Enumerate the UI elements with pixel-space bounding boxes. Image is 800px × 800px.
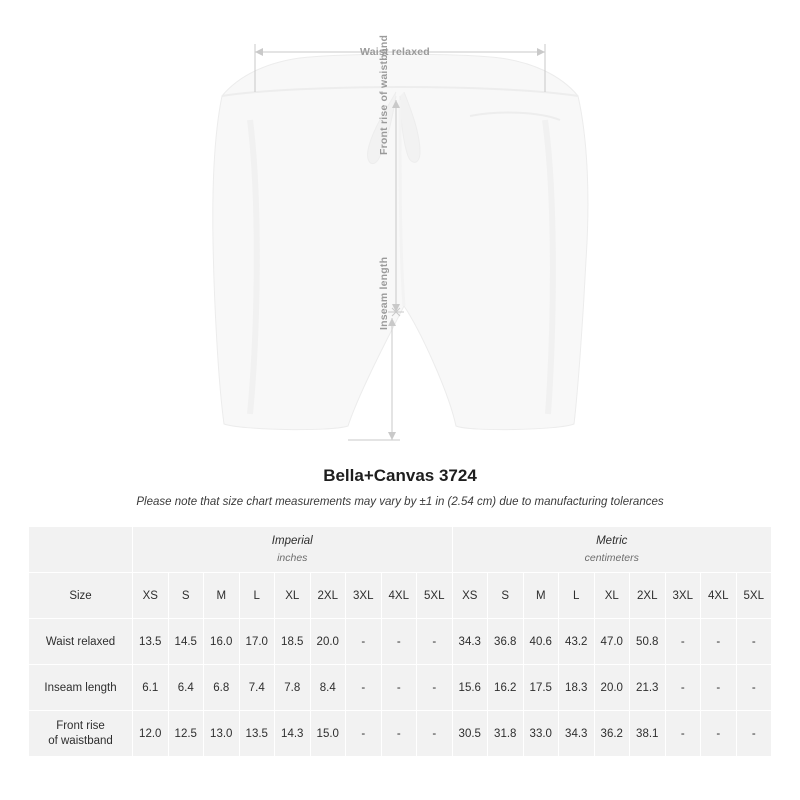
- cell: -: [665, 619, 701, 665]
- cell: 7.8: [275, 665, 311, 711]
- cell: -: [736, 711, 772, 757]
- tolerance-note: Please note that size chart measurements may vary by ±1 in (2.54 cm) due to manufacturing tolerances: [136, 496, 664, 508]
- size-col-xs-metric: XS: [452, 573, 488, 619]
- cell: 13.5: [133, 619, 169, 665]
- size-col-xl-imperial: XL: [275, 573, 311, 619]
- cell: 21.3: [630, 665, 666, 711]
- cell: 12.5: [168, 711, 204, 757]
- cell: 31.8: [488, 711, 524, 757]
- cell: 12.0: [133, 711, 169, 757]
- unit-group-imperial-sub: inches: [277, 551, 308, 564]
- size-col-3xl-metric: 3XL: [665, 573, 701, 619]
- size-col-4xl-metric: 4XL: [701, 573, 737, 619]
- cell: 13.5: [239, 711, 275, 757]
- size-col-4xl-imperial: 4XL: [381, 573, 417, 619]
- size-col-xs-imperial: XS: [133, 573, 169, 619]
- cell: 30.5: [452, 711, 488, 757]
- cell: -: [736, 665, 772, 711]
- shorts-shape: [213, 54, 588, 429]
- cell: 20.0: [594, 665, 630, 711]
- size-col-l-imperial: L: [239, 573, 275, 619]
- unit-group-imperial-name: Imperial: [271, 535, 313, 548]
- cell: -: [701, 711, 737, 757]
- size-col-3xl-imperial: 3XL: [346, 573, 382, 619]
- row-label-waist-relaxed: Waist relaxed: [29, 619, 133, 665]
- cell: 14.3: [275, 711, 311, 757]
- cell: 13.0: [204, 711, 240, 757]
- cell: -: [346, 619, 382, 665]
- cell: 15.0: [310, 711, 346, 757]
- cell: 6.1: [133, 665, 169, 711]
- cell: 50.8: [630, 619, 666, 665]
- cell: 7.4: [239, 665, 275, 711]
- size-col-m-metric: M: [523, 573, 559, 619]
- size-col-m-imperial: M: [204, 573, 240, 619]
- cell: 15.6: [452, 665, 488, 711]
- size-col-s-metric: S: [488, 573, 524, 619]
- cell: 17.5: [523, 665, 559, 711]
- unit-group-imperial: [133, 527, 453, 573]
- row-label-front-rise: [29, 711, 133, 757]
- cell: 47.0: [594, 619, 630, 665]
- size-col-5xl-metric: 5XL: [736, 573, 772, 619]
- cell: -: [417, 619, 453, 665]
- cell: 18.3: [559, 665, 595, 711]
- cell: 34.3: [559, 711, 595, 757]
- size-col-2xl-imperial: 2XL: [310, 573, 346, 619]
- size-col-s-imperial: S: [168, 573, 204, 619]
- cell: 20.0: [310, 619, 346, 665]
- cell: -: [381, 711, 417, 757]
- unit-group-metric-name: Metric: [596, 535, 628, 548]
- cell: -: [665, 711, 701, 757]
- cell: 16.2: [488, 665, 524, 711]
- size-col-l-metric: L: [559, 573, 595, 619]
- size-header-row: [29, 573, 772, 619]
- row-label-inseam-length: Inseam length: [29, 665, 133, 711]
- cell: 33.0: [523, 711, 559, 757]
- label-waist-relaxed: Waist relaxed: [360, 46, 430, 58]
- cell: -: [417, 711, 453, 757]
- cell: -: [381, 619, 417, 665]
- unit-group-metric: [452, 527, 772, 573]
- product-title: Bella+Canvas 3724: [323, 466, 477, 485]
- size-col-5xl-imperial: 5XL: [417, 573, 453, 619]
- cell: -: [381, 665, 417, 711]
- cell: 34.3: [452, 619, 488, 665]
- cell: -: [346, 711, 382, 757]
- size-col-xl-metric: XL: [594, 573, 630, 619]
- cell: 38.1: [630, 711, 666, 757]
- table-row: [29, 619, 772, 665]
- cell: 18.5: [275, 619, 311, 665]
- cell: 16.0: [204, 619, 240, 665]
- cell: -: [346, 665, 382, 711]
- cell: 6.4: [168, 665, 204, 711]
- cell: 8.4: [310, 665, 346, 711]
- cell: -: [417, 665, 453, 711]
- cell: 14.5: [168, 619, 204, 665]
- unit-corner-cell: [29, 527, 133, 573]
- cell: 43.2: [559, 619, 595, 665]
- cell: -: [665, 665, 701, 711]
- row-label-front-rise-line1: Front rise: [56, 719, 105, 732]
- unit-group-metric-sub: centimeters: [584, 551, 639, 564]
- table-row: [29, 665, 772, 711]
- cell: 40.6: [523, 619, 559, 665]
- cell: -: [736, 619, 772, 665]
- cell: 6.8: [204, 665, 240, 711]
- cell: 36.8: [488, 619, 524, 665]
- row-label-front-rise-line2: of waistband: [48, 734, 113, 747]
- cell: 36.2: [594, 711, 630, 757]
- cell: -: [701, 665, 737, 711]
- size-header-label: Size: [29, 573, 133, 619]
- label-inseam-length: Inseam length: [378, 256, 390, 330]
- size-chart-table: [28, 526, 772, 757]
- size-table-wrapper: [0, 526, 800, 757]
- unit-header-row: [29, 527, 772, 573]
- label-front-rise: Front rise of waistband: [378, 34, 390, 155]
- table-row: [29, 711, 772, 757]
- cell: 17.0: [239, 619, 275, 665]
- size-col-2xl-metric: 2XL: [630, 573, 666, 619]
- cell: -: [701, 619, 737, 665]
